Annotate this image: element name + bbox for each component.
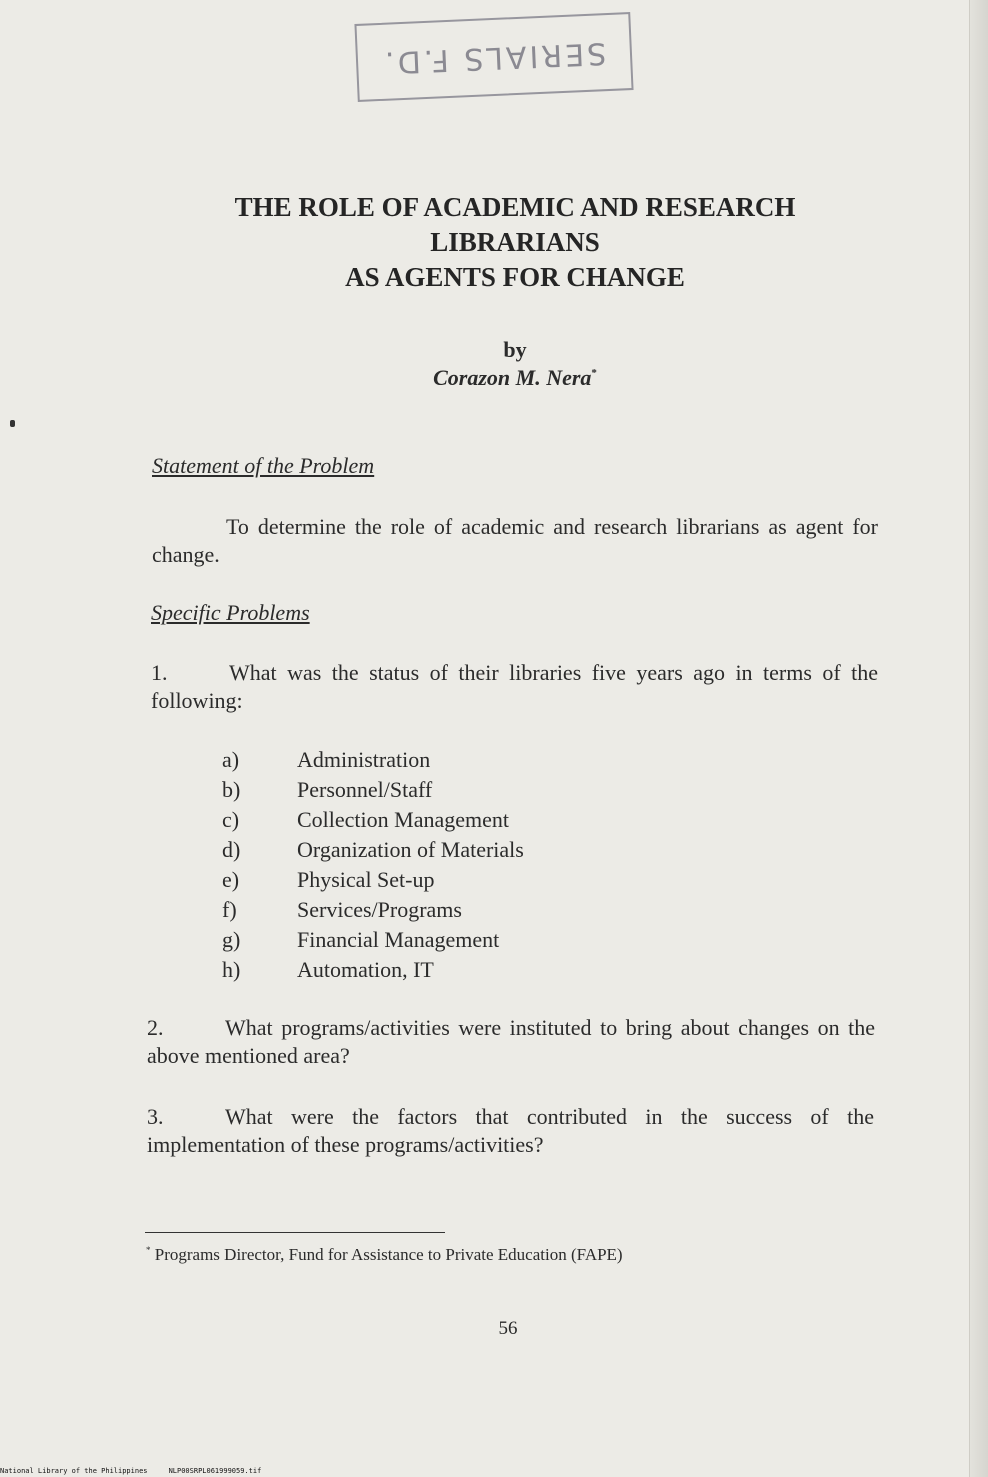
- ink-speck: [10, 420, 15, 427]
- question-2-number: 2.: [147, 1015, 164, 1040]
- specific-heading: Specific Problems: [151, 600, 310, 625]
- list-item-label: Collection Management: [297, 807, 509, 832]
- list-item-label: Automation, IT: [297, 957, 434, 982]
- list-item-letter: a): [222, 747, 240, 772]
- list-item-letter: h): [222, 957, 241, 982]
- page-number: 56: [498, 1318, 518, 1339]
- list-item-label: Personnel/Staff: [297, 777, 433, 802]
- list-item: [222, 745, 524, 775]
- list-item-letter: g): [222, 927, 241, 952]
- scan-caption: National Library of the Philippines NLP00SRPL061999059.tif: [0, 1467, 262, 1475]
- question-2-text: What programs/activities were instituted to bring about changes on the above mentioned area?: [147, 1015, 875, 1068]
- stamp-text: SERIALS F.D.: [381, 34, 607, 80]
- article-title: [150, 190, 880, 295]
- footnote-text: Programs Director, Fund for Assistance to Private Education (FAPE): [154, 1245, 623, 1264]
- question-1-text: What was the status of their libraries five years ago in terms of the following:: [151, 660, 878, 713]
- question-1: [151, 659, 878, 715]
- list-item-label: Physical Set-up: [297, 867, 435, 892]
- list-item-label: Organization of Materials: [297, 837, 524, 862]
- page-edge: [969, 0, 988, 1477]
- list-item-label: Administration: [297, 747, 431, 772]
- status-areas-list: [222, 745, 524, 985]
- footnote: [146, 1245, 623, 1265]
- footnote-marker: *: [146, 1245, 151, 1255]
- list-item-label: Services/Programs: [297, 897, 462, 922]
- list-item: [222, 835, 524, 865]
- list-item: [222, 865, 524, 895]
- author-text: Corazon M. Nera: [433, 365, 592, 390]
- list-item-letter: d): [222, 837, 241, 862]
- list-item: [222, 895, 524, 925]
- title-line-1: THE ROLE OF ACADEMIC AND RESEARCH: [234, 192, 796, 222]
- list-item: [222, 805, 524, 835]
- question-1-number: 1.: [151, 660, 168, 685]
- list-item: [222, 925, 524, 955]
- question-3-text: What were the factors that contributed in the success of the implementation of these programs/activities?: [147, 1104, 874, 1157]
- byline-by: by: [503, 337, 527, 362]
- title-line-3: AS AGENTS FOR CHANGE: [345, 262, 685, 292]
- serials-stamp: [354, 12, 633, 102]
- author-name: [150, 365, 880, 391]
- question-3: [147, 1103, 874, 1159]
- statement-heading: Statement of the Problem: [152, 453, 375, 478]
- list-item-letter: f): [222, 897, 237, 922]
- list-item-label: Financial Management: [297, 927, 500, 952]
- title-line-2: LIBRARIANS: [430, 227, 600, 257]
- statement-text: To determine the role of academic and research librarians as agent for change.: [152, 514, 878, 567]
- author-footnote-marker: *: [591, 367, 597, 379]
- list-item-letter: c): [222, 807, 240, 832]
- list-item: [222, 955, 524, 985]
- list-item-letter: e): [222, 867, 240, 892]
- list-item: [222, 775, 524, 805]
- footnote-rule: [145, 1232, 445, 1233]
- question-2: [147, 1014, 875, 1070]
- question-3-number: 3.: [147, 1104, 164, 1129]
- list-item-letter: b): [222, 777, 241, 802]
